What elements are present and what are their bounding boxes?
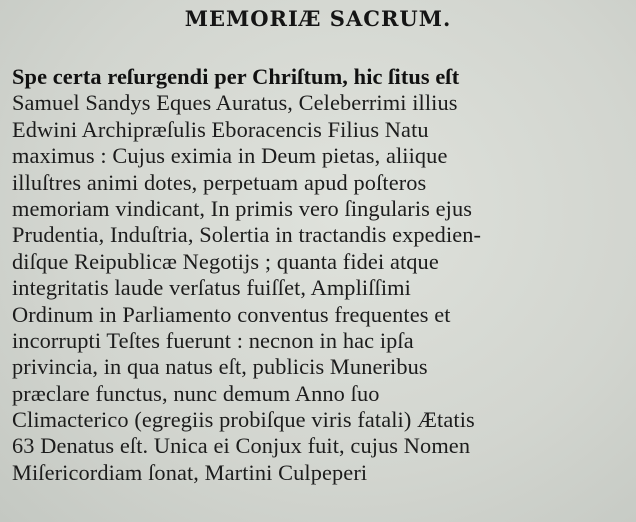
text-line: maximus : Cujus eximia in Deum pietas, aliique: [12, 143, 448, 169]
page-title: MEMORIÆ SACRUM.: [184, 6, 452, 31]
text-line: Edwini Archipræſulis Eboracencis Filius Natu: [12, 116, 429, 142]
text-line: privincia, in qua natus eſt, publicis Muneribus: [12, 354, 428, 380]
text-line: præclare functus, nunc demum Anno ſuo: [12, 380, 380, 406]
text-line: illuſtres animi dotes, perpetuam apud poſteros: [12, 169, 427, 195]
text-line: Samuel Sandys Eques Auratus, Celeberrimi illius: [12, 90, 458, 116]
inscription-text: [12, 64, 636, 486]
text-line: Spe certa reſurgendi per Chriſtum, hic ſitus eſt: [12, 64, 460, 89]
text-line: Climacterico (egregiis probiſque viris fatali) Ætatis: [12, 407, 475, 433]
text-line: integritatis laude verſatus fuiſſet, Ampliſſimi: [12, 275, 411, 301]
text-line: diſque Reipublicæ Negotijs ; quanta fidei atque: [12, 248, 439, 274]
text-line: memoriam vindicant, In primis vero ſingularis ejus: [12, 195, 473, 221]
text-line: Miſericordiam ſonat, Martini Culpeperi: [12, 459, 368, 485]
text-line: 63 Denatus eſt. Unica ei Conjux fuit, cujus Nomen: [12, 433, 471, 459]
text-line: incorrupti Teſtes fuerunt : necnon in hac ipſa: [12, 327, 414, 353]
text-line: Ordinum in Parliamento conventus frequentes et: [12, 301, 451, 327]
text-line: Prudentia, Induſtria, Solertia in tractandis expedien-: [12, 222, 482, 248]
